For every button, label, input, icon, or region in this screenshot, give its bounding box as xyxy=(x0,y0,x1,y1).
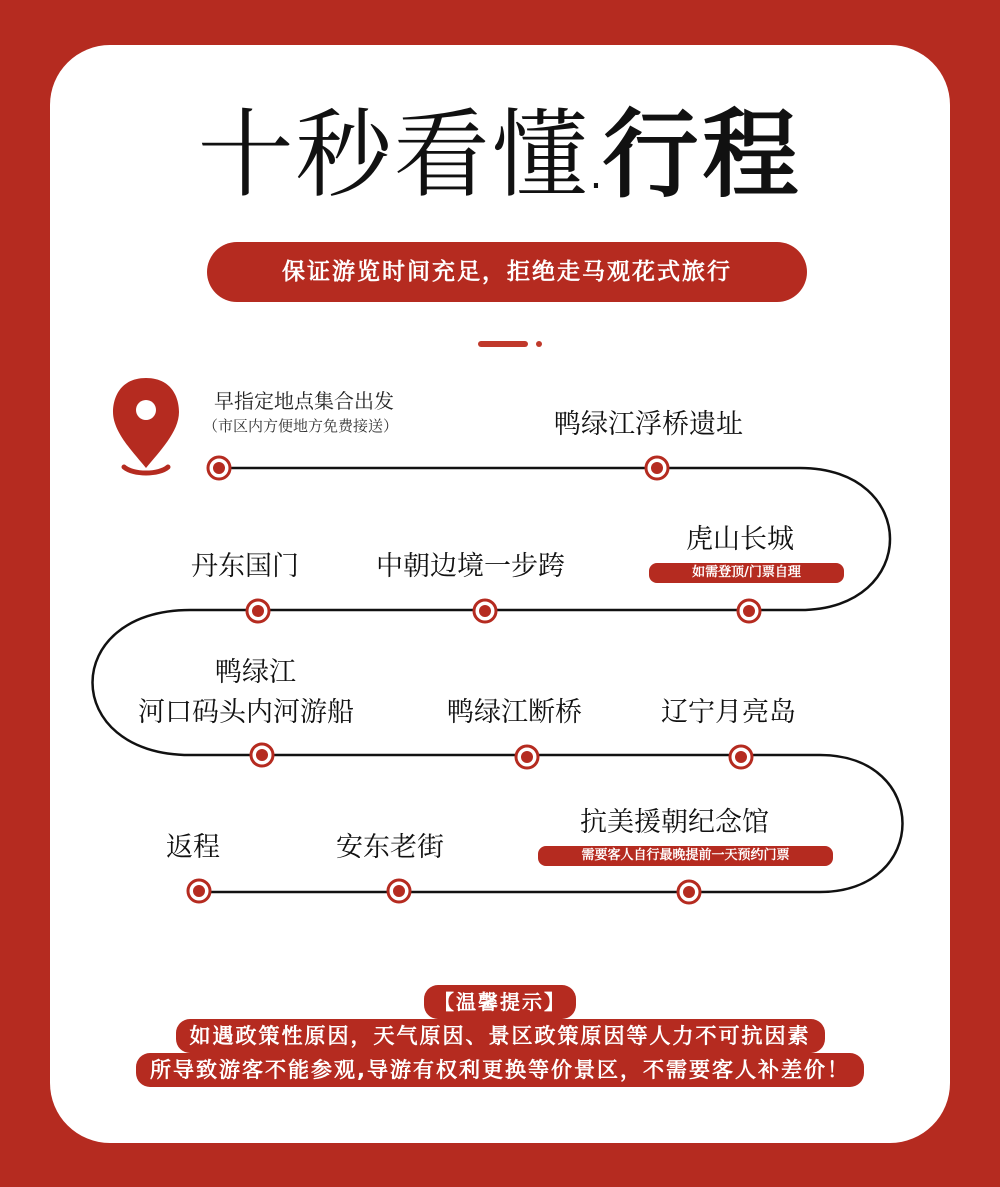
route-dot-icon xyxy=(388,880,410,902)
route-dot-icon xyxy=(678,881,700,903)
start-label: 早指定地点集合出发 xyxy=(214,389,394,413)
stop-label-dandong-gate: 丹东国门 xyxy=(191,551,299,582)
stop-label-floating-bridge: 鸭绿江浮桥遗址 xyxy=(554,409,743,440)
notice-heading: 【温馨提示】 xyxy=(424,985,576,1019)
stop-label-broken-bridge: 鸭绿江断桥 xyxy=(447,697,582,728)
subtitle-banner: 保证游览时间充足，拒绝走马观花式旅行 xyxy=(207,242,807,302)
notice-line-2: 所导致游客不能参观,导游有权利更换等价景区，不需要客人补差价！ xyxy=(136,1053,864,1087)
stop-label-hushan-greatwall: 虎山长城 xyxy=(686,524,794,555)
stop-tag-memorial: 需要客人自行最晚提前一天预约门票 xyxy=(538,846,833,866)
notice-box xyxy=(0,985,1000,1087)
stop-label-yalu-river: 鸭绿江 xyxy=(215,657,296,688)
title-light: 十秒看懂 xyxy=(197,99,590,211)
route-dot-icon xyxy=(738,600,760,622)
route-dot-icon xyxy=(251,744,273,766)
route-dot-icon xyxy=(646,457,668,479)
route-dot-icon xyxy=(208,457,230,479)
title-bold: 行程 xyxy=(602,99,803,211)
map-pin-icon xyxy=(113,378,179,473)
route-dot-icon xyxy=(474,600,496,622)
route-dot-icon xyxy=(188,880,210,902)
stop-label-border-step: 中朝边境一步跨 xyxy=(376,551,565,582)
start-note: （市区内方便地方免费接送） xyxy=(203,417,399,435)
route-dot-icon xyxy=(247,600,269,622)
title-dot: . xyxy=(589,152,603,198)
stop-label-river-cruise: 河口码头内河游船 xyxy=(138,697,354,728)
stop-tag-hushan: 如需登顶/门票自理 xyxy=(649,563,844,583)
stop-label-moon-island: 辽宁月亮岛 xyxy=(661,697,796,728)
stop-label-memorial-hall: 抗美援朝纪念馆 xyxy=(580,807,769,838)
stop-label-return: 返程 xyxy=(166,832,220,863)
stop-label-andong-street: 安东老街 xyxy=(336,832,444,863)
route-dot-icon xyxy=(516,746,538,768)
notice-line-1: 如遇政策性原因，天气原因、景区政策原因等人力不可抗因素 xyxy=(176,1019,825,1053)
route-dot-icon xyxy=(730,746,752,768)
